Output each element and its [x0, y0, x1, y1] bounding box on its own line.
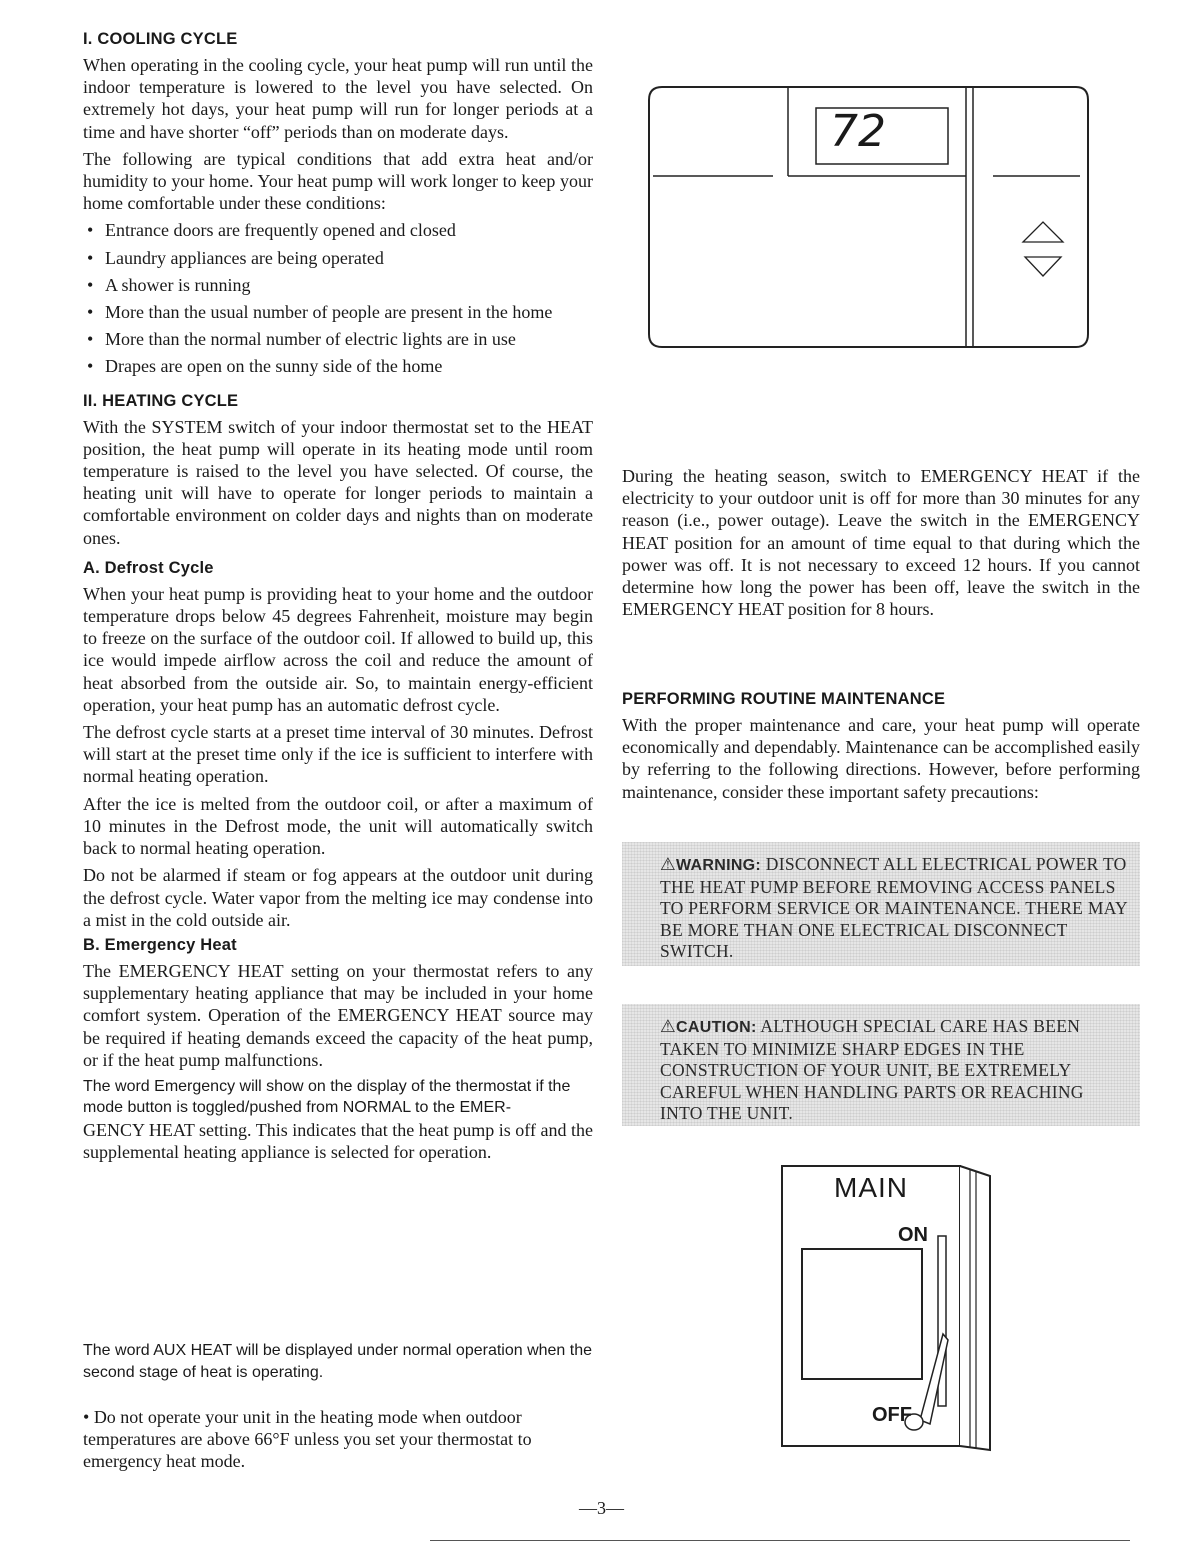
bottom-rule — [430, 1540, 1130, 1541]
emergency-heading: B. Emergency Heat — [83, 935, 237, 954]
list-item: • A shower is running — [87, 274, 251, 295]
caution-label: CAUTION: — [676, 1019, 757, 1036]
caution-notice — [622, 1004, 1140, 1126]
warning-label: WARNING: — [676, 857, 762, 874]
emergency-bullet-block — [83, 1406, 593, 1478]
aux-note-block — [83, 1340, 593, 1388]
maintenance-block — [622, 690, 1140, 808]
list-item: • Drapes are open on the sunny side of the home — [87, 356, 443, 377]
left-column — [83, 30, 593, 1168]
cooling-heading: I. COOLING CYCLE — [83, 30, 238, 48]
warning-triangle-icon: ⚠ — [660, 854, 676, 874]
emergency-paragraph-1: The EMERGENCY HEAT setting on your thermostat refers to any supplementary heating appliance that may be included in your home comfort system. Operation of the EMERGENCY HEAT source may be required if heating demands exceed the capacity of the heat pump, or if the heat pump malfunctions. — [83, 960, 593, 1070]
page-number: —3— — [579, 1498, 624, 1518]
list-item: • Laundry appliances are being operated — [87, 247, 384, 268]
maintenance-heading: PERFORMING ROUTINE MAINTENANCE — [622, 690, 946, 708]
warning-notice — [622, 842, 1140, 966]
aux-heat-note: The word AUX HEAT will be displayed under normal operation when the second stage of heat is operating. — [83, 1342, 593, 1381]
list-item: • More than the normal number of electric lights are in use — [87, 329, 516, 350]
cooling-paragraph-2: The following are typical conditions that add extra heat and/or humidity to your home. Your heat pump will work longer to keep your home comfortable under these conditions: — [83, 148, 593, 214]
switch-off-label: OFF — [872, 1404, 912, 1426]
list-item: • Entrance doors are frequently opened and closed — [87, 220, 456, 241]
caution-triangle-icon: ⚠ — [660, 1016, 676, 1036]
emergency-display-note: The word Emergency will show on the display of the thermostat if the mode button is toggled/pushed from NORMAL to the EMER- — [83, 1077, 571, 1117]
heating-paragraph-1: With the SYSTEM switch of your indoor thermostat set to the HEAT position, the heat pump will operate in its heating mode until room temperature is raised to the level you have selected. Of course, the heating unit will have to operate for longer periods to maintain a comfortable environment on colder days and nights than on moderate ones. — [83, 416, 593, 548]
emergency-temperature-bullet: • Do not operate your unit in the heating mode when outdoor temperatures are above 66°F unless you set your thermostat to emergency heat mode. — [83, 1407, 532, 1472]
main-switch-illustration — [780, 1164, 994, 1452]
switch-on-label: ON — [898, 1224, 928, 1246]
defrost-heading: A. Defrost Cycle — [83, 558, 214, 577]
defrost-paragraph-1: When your heat pump is providing heat to your home and the outdoor temperature drops below 45 degrees Fahrenheit, moisture may begin to freeze on the surface of the outdoor coil. If allowed to build up, this ice would impede airflow across the coil and reduce the amount of heat absorbed from the outside air. So, to maintain energy-efficient operation, your heat pump has an automatic defrost cycle. — [83, 583, 593, 715]
list-item: • More than the usual number of people are present in the home — [87, 302, 553, 323]
bullet-icon: • — [83, 1407, 94, 1427]
switch-title: MAIN — [834, 1172, 908, 1203]
defrost-paragraph-3: After the ice is melted from the outdoor coil, or after a maximum of 10 minutes in the Defrost mode, the unit will automatically switch back to normal heating operation. — [83, 793, 593, 859]
thermostat-illustration — [648, 86, 1090, 348]
defrost-paragraph-4: Do not be alarmed if steam or fog appears at the outdoor unit during the defrost cycle. Water vapor from the melting ice may condense into a mist in the cold outside air. — [83, 865, 593, 930]
maintenance-paragraph: With the proper maintenance and care, your heat pump will operate economically and dependably. Maintenance can be accomplished easily by referring to the following directions. However, before performing maintenance, consider these important safety precautions: — [622, 715, 1140, 802]
caution-text: ALTHOUGH SPECIAL CARE HAS BEEN TAKEN TO MINIMIZE SHARP EDGES IN THE CONSTRUCTION OF YOUR UNIT, BE EXTREMELY CAREFUL WHEN HANDLING PARTS OR REACHING INTO THE UNIT. — [660, 1016, 1084, 1123]
heating-heading: II. HEATING CYCLE — [83, 391, 239, 410]
defrost-paragraph-2: The defrost cycle starts at a preset time interval of 30 minutes. Defrost will start at the preset time only if the ice is sufficient to interfere with normal heating operation. — [83, 722, 593, 787]
cooling-paragraph-1: When operating in the cooling cycle, your heat pump will run until the indoor temperature is lowered to the level you have selected. On extremely hot days, your heat pump will run for longer periods at a time and have shorter “off” periods than on moderate days. — [83, 55, 593, 142]
warning-text: DISCONNECT ALL ELECTRICAL POWER TO THE HEAT PUMP BEFORE REMOVING ACCESS PANELS TO PERFORM SERVICE OR MAINTENANCE. THERE MAY BE MORE THAN ONE ELECTRICAL DISCONNECT SWITCH. — [660, 854, 1128, 961]
emergency-instructions-block — [622, 465, 1140, 625]
cooling-conditions-list — [83, 219, 593, 377]
thermostat-display-readout: 72 — [830, 106, 886, 157]
emergency-instructions-paragraph: During the heating season, switch to EMERGENCY HEAT if the electricity to your outdoor unit is off for more than 30 minutes for any reason (i.e., power outage). Leave the switch in the EMERGENCY HEAT position for an amount of time equal to that during which the power was off. It is not necessary to exceed 12 hours. If you cannot determine how long the power has been off, leave the switch in the EMERGENCY HEAT position for 8 hours. — [622, 466, 1140, 620]
emergency-paragraph-2: GENCY HEAT setting. This indicates that the heat pump is off and the supplemental heating appliance is selected for operation. — [83, 1119, 593, 1163]
